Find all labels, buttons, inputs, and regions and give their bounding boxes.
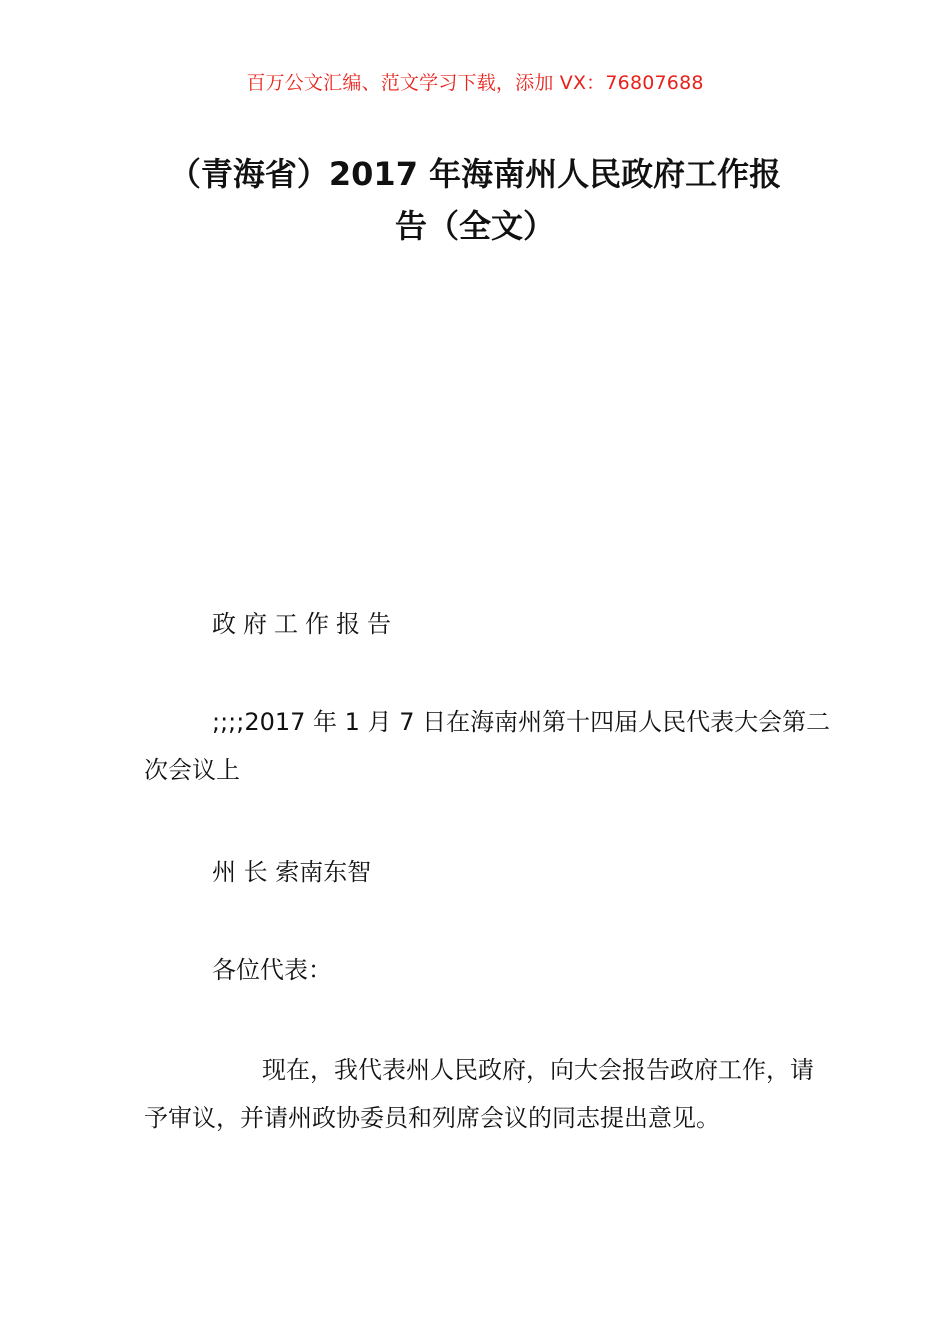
speaker-line: 州 长 索南东智: [212, 858, 372, 886]
watermark-note: 百万公文汇编、范文学习下载，添加 VX：76807688: [246, 72, 704, 94]
document-title-line-1: （青海省）2017 年海南州人民政府工作报: [168, 155, 782, 193]
opening-paragraph: 现在，我代表州人民政府，向大会报告政府工作，请予审议，并请州政协委员和列席会议的同志提出意见。: [144, 1056, 814, 1132]
document-title-line-2: 告（全文）: [394, 207, 555, 245]
report-subtitle: 政府工作报告: [212, 610, 398, 638]
document-title: [120, 148, 830, 252]
salutation: 各位代表：: [212, 956, 332, 984]
meeting-info-paragraph: ;;;;2017 年 1 月 7 日在海南州第十四届人民代表大会第二次会议上: [144, 708, 831, 784]
